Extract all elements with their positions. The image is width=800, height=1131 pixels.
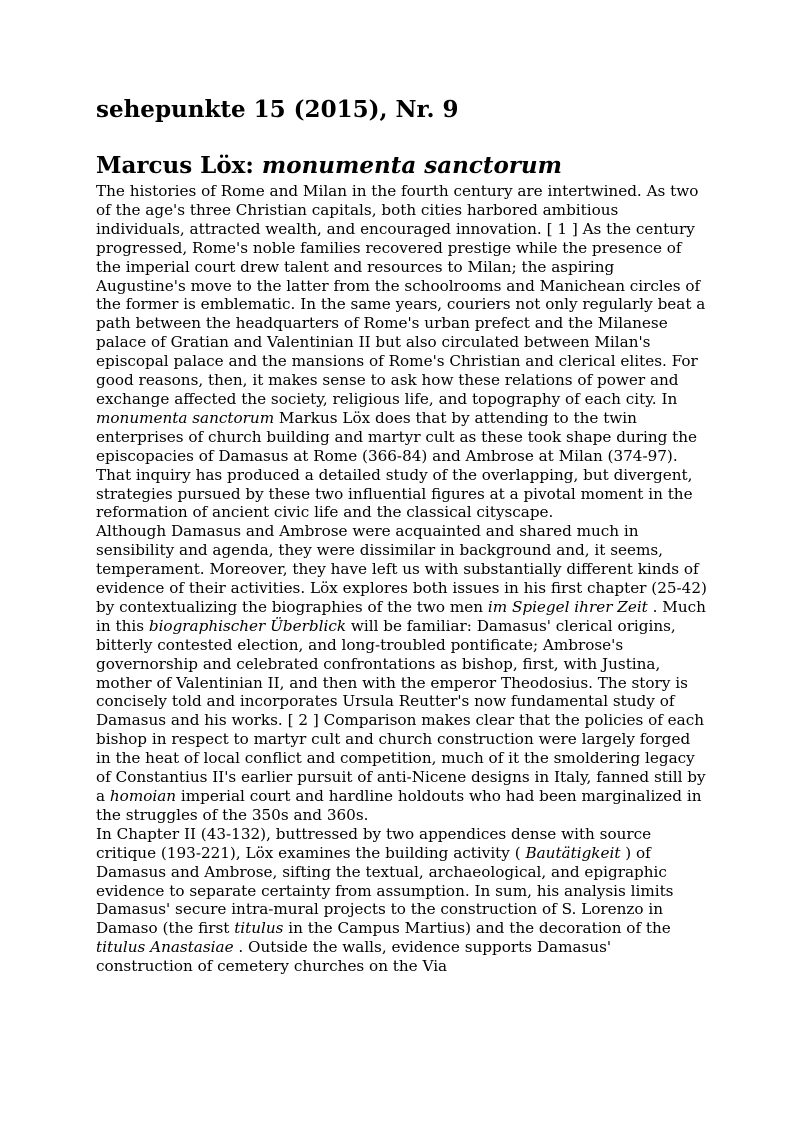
article-title: [96, 150, 708, 182]
italic-phrase: monumenta sanctorum: [96, 408, 275, 427]
article-body: [96, 182, 708, 976]
text-run: . Outside the walls, evidence supports Damasus' construction of cemetery churches on the Via: [96, 938, 612, 976]
italic-phrase: homoian: [109, 787, 177, 805]
text-run: . Much in this: [96, 597, 706, 635]
article-book-title: monumenta sanctorum: [261, 152, 562, 179]
body-paragraph: [96, 522, 708, 825]
text-run: ) of Damasus and Ambrose, sifting the textual, archaeological, and epigraphic evidence to separate certainty from assumption. In sum, his analysis limits Damasus' secure intra-mural projects to the construction of S. Lorenzo in Damaso (the first: [96, 843, 674, 938]
italic-phrase: Bautätigkeit: [525, 843, 621, 862]
text-run: In Chapter II (43-132), buttressed by two appendices dense with source critique (193-221), Löx examines the building activity (: [96, 824, 652, 862]
italic-phrase: im Spiegel ihrer Zeit: [487, 597, 648, 616]
text-run: will be familiar: Damasus' clerical origins, bitterly contested election, and long-troubled pontificate; Ambrose's governorship and celebrated confrontations as bishop, first, with Justina, mother of Valentinian II, and then with the emperor Theodosius. The story is concisely told and incorporates Ursula Reutter's now fundamental study of Damasus and his works. [ 2 ] Comparison makes clear that the policies of each bishop in respect to martyr cult and church construction were largely forged in the heat of local conflict and competition, much of it the smoldering legacy of Constantius II's earlier pursuit of anti-Nicene designs in Italy, fanned still by a: [96, 616, 706, 805]
italic-phrase: titulus Anastasiae: [96, 938, 234, 957]
journal-issue-heading: sehepunkte 15 (2015), Nr. 9: [96, 96, 459, 123]
text-run: The histories of Rome and Milan in the fourth century are intertwined. As two of the age's three Christian capitals, both cities harbored ambitious individuals, attracted wealth, and encouraged innovation. [ 1 ] As the century progressed, Rome's noble families recovered prestige while the presence of the imperial court drew talent and resources to Milan; the aspiring Augustine's move to the latter from the schoolrooms and Manichean circles of the former is emblematic. In the same years, couriers not only regularly beat a path between the headquarters of Rome's urban prefect and the Milanese palace of Gratian and Valentinian II but also circulated between Milan's episcopal palace and the mansions of Rome's Christian and clerical elites. For good reasons, then, it makes sense to ask how these relations of power and exchange affected the society, religious life, and topography of each city. In: [96, 182, 706, 408]
body-paragraph: [96, 182, 708, 522]
text-run: Although Damasus and Ambrose were acquainted and shared much in sensibility and agenda, they were dissimilar in background and, it seems, temperament. Moreover, they have left us with substantially different kinds of evidence of their activities. Löx explores both issues in his first chapter (25-42) by contextualizing the biographies of the two men: [96, 522, 707, 616]
document-page: [96, 94, 708, 976]
text-run: Markus Löx does that by attending to the twin enterprises of church building and martyr cult as these took shape during the episcopacies of Damasus at Rome (366-84) and Ambrose at Milan (374-97). That inquiry has produced a detailed study of the overlapping, but divergent, strategies pursued by these two influential figures at a pivotal moment in the reformation of ancient civic life and the classical cityscape.: [96, 408, 698, 522]
text-run: imperial court and hardline holdouts who had been marginalized in the struggles of the 350s and 360s.: [96, 787, 702, 824]
article-author: Marcus Löx:: [96, 152, 254, 179]
text-run: in the Campus Martius) and the decoration of the: [283, 919, 671, 938]
italic-phrase: biographischer Überblick: [148, 616, 347, 635]
italic-phrase: titulus: [234, 919, 284, 938]
body-paragraph: [96, 825, 708, 976]
